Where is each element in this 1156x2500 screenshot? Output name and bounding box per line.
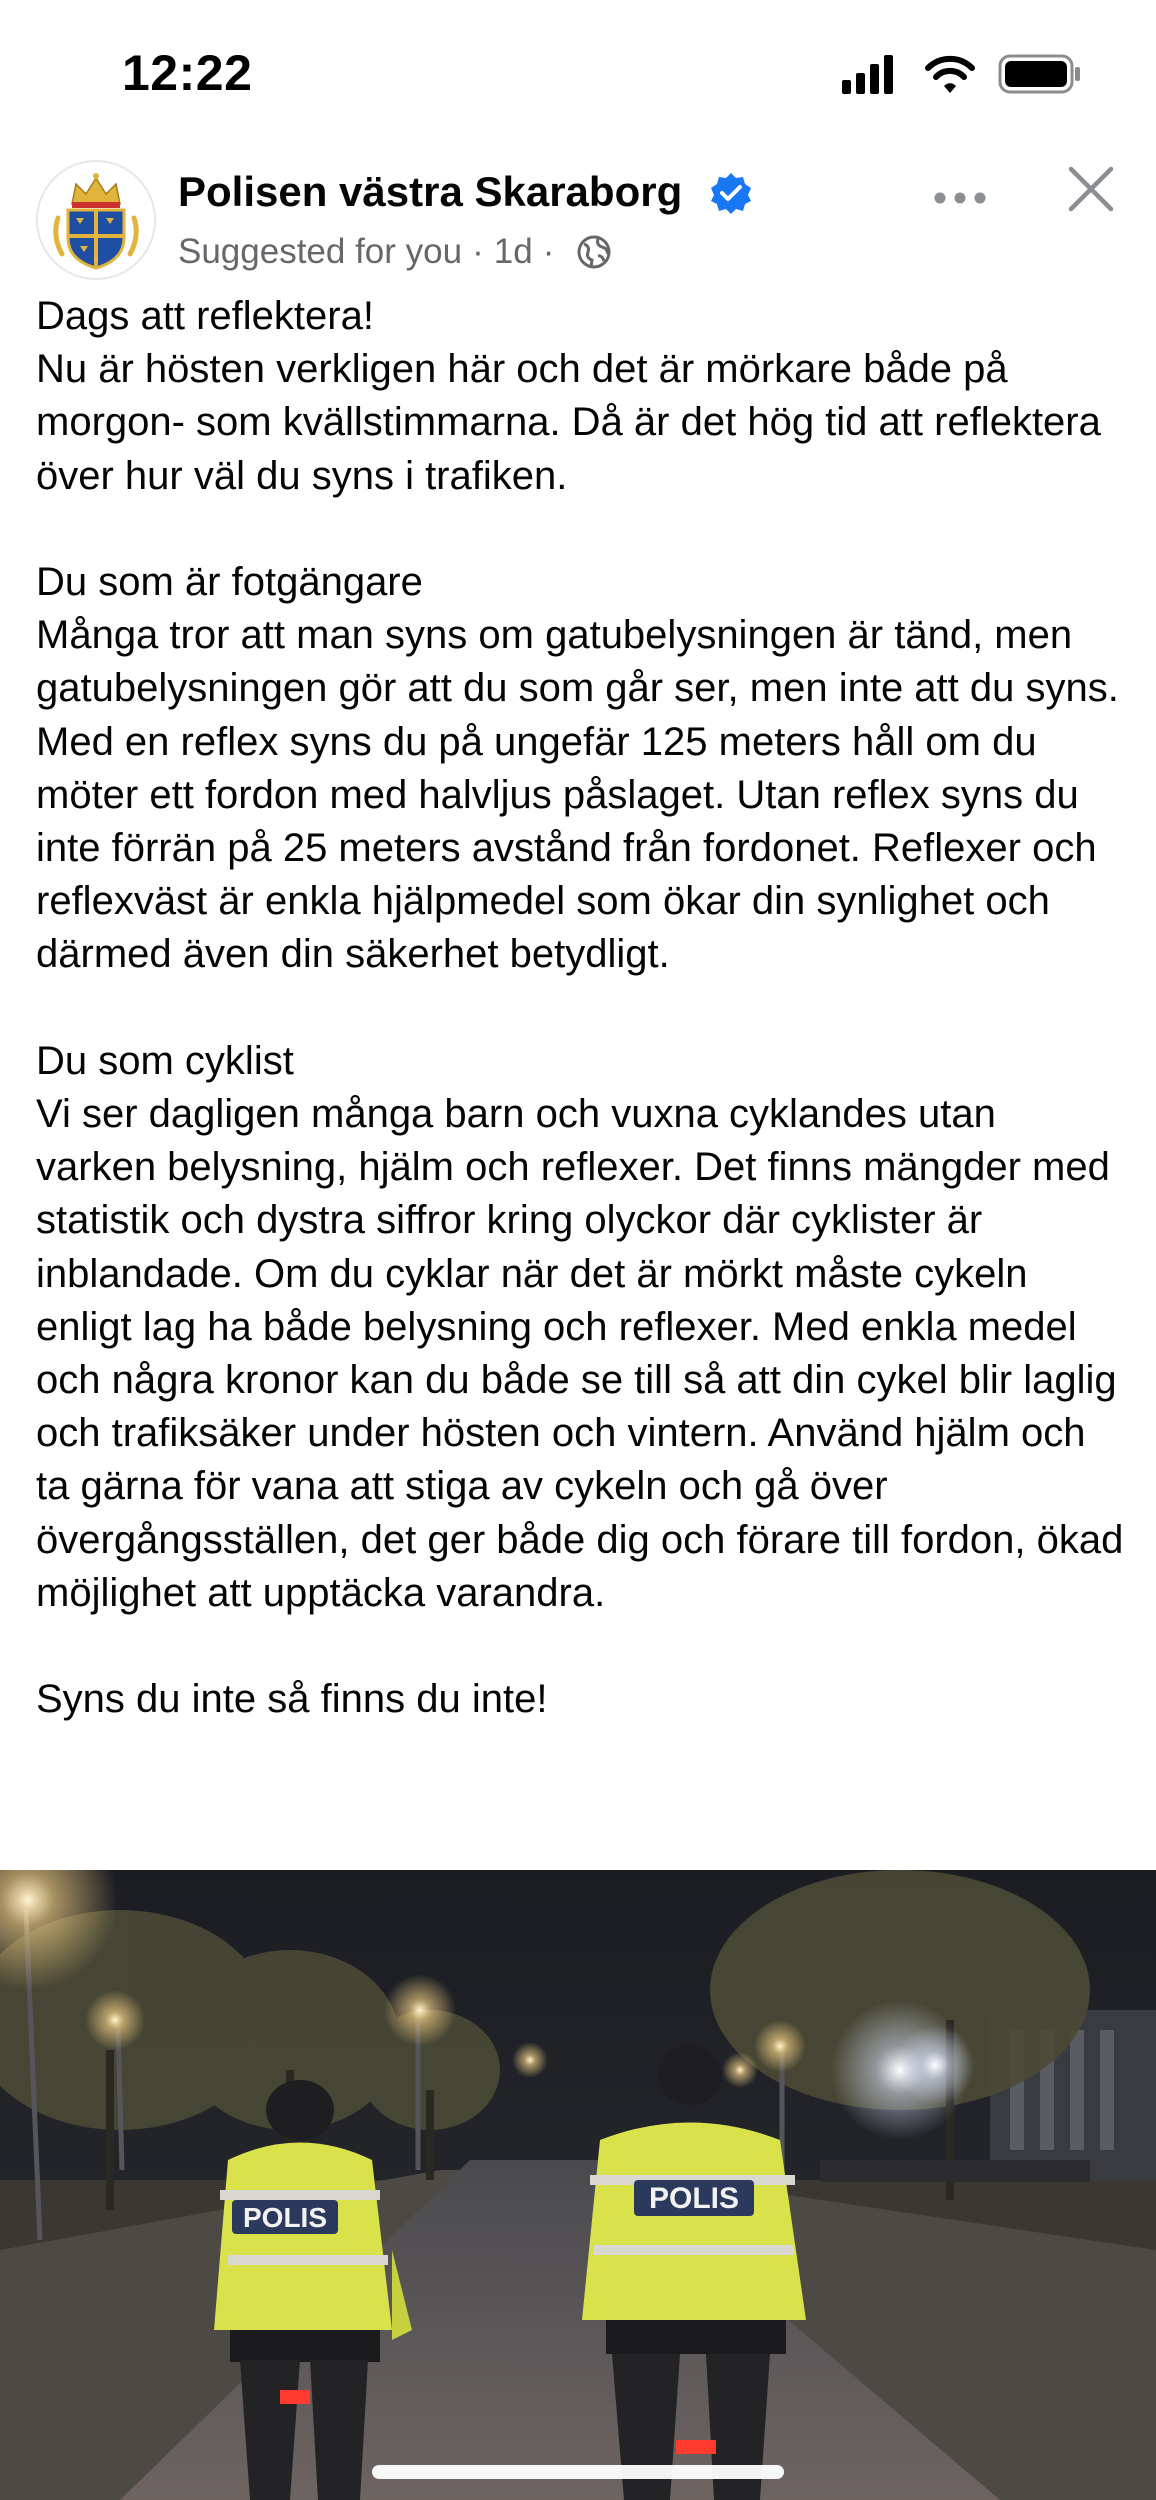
close-icon: [1066, 164, 1116, 214]
meta-separator: ·: [542, 232, 555, 271]
post-closing-line: Syns du inte så finns du inte!: [36, 1677, 548, 1722]
post-subheading: Du som cyklist: [36, 1038, 294, 1083]
meta-separator: ·: [472, 232, 484, 271]
post-subheading: Du som är fotgängare: [36, 560, 423, 604]
status-icons: [842, 52, 1082, 96]
suggested-label: Suggested for you: [178, 232, 463, 271]
close-button[interactable]: [1066, 164, 1116, 214]
vest-label-right: POLIS: [648, 2182, 740, 2215]
cellular-signal-icon: [842, 55, 893, 94]
post-time[interactable]: 1d: [493, 232, 533, 271]
post-paragraph: Nu är hösten verkligen här och det är mörkare både på morgon- som kvällstimmarna. Då är det hög tid att reflektera över hur väl du syns i trafiken.: [36, 347, 1101, 498]
globe-icon: [576, 234, 612, 270]
post-heading: Dags att reflektera!: [36, 294, 374, 338]
vest-label-left: POLIS: [242, 2202, 328, 2233]
more-options-button[interactable]: [930, 178, 990, 218]
verified-badge-icon: [710, 172, 752, 214]
post-text: [36, 290, 1126, 1726]
wifi-icon: [928, 59, 972, 93]
status-time: 12:22: [122, 45, 253, 101]
post-header: [0, 150, 1156, 290]
page-name[interactable]: Polisen västra Skaraborg: [178, 168, 683, 215]
post-photo[interactable]: [0, 1870, 1156, 2500]
home-indicator[interactable]: [372, 2465, 784, 2479]
more-horizontal-icon: [930, 178, 990, 218]
status-bar: [0, 0, 1156, 150]
post-paragraph: Vi ser dagligen många barn och vuxna cyklandes utan varken belysning, hjälm och reflexer. Det finns mängder med statistik och dystra siffror kring olyckor där cyklister är inblandade. Om du cyklar när det är mörkt måste cykeln enligt lag ha både belysning och reflexer. Med enkla medel och några kronor kan du både se till så att din cykel blir laglig och trafiksäker under hösten och vintern. Använd hjälm och ta gärna för vana att stiga av cykeln och gå över övergångsställen, det ger både dig och förare till fordon, ökad möjlighet att upptäcka varandra.: [36, 1092, 1124, 1615]
post-meta: [178, 232, 612, 272]
battery-icon: [1000, 56, 1080, 92]
post-paragraph: Många tror att man syns om gatubelysningen är tänd, men gatubelysningen gör att du som går ser, men inte att du syns. Med en reflex syns du på ungefär 125 meters håll om du möter ett fordon med halvljus påslaget. Utan reflex syns du inte förrän på 25 meters avstånd från fordonet. Reflexer och reflexväst är enkla hjälpmedel som ökar din synlighet och därmed även din säkerhet betydligt.: [36, 613, 1119, 977]
police-crest-icon: [38, 162, 154, 278]
page-avatar[interactable]: [36, 160, 156, 280]
